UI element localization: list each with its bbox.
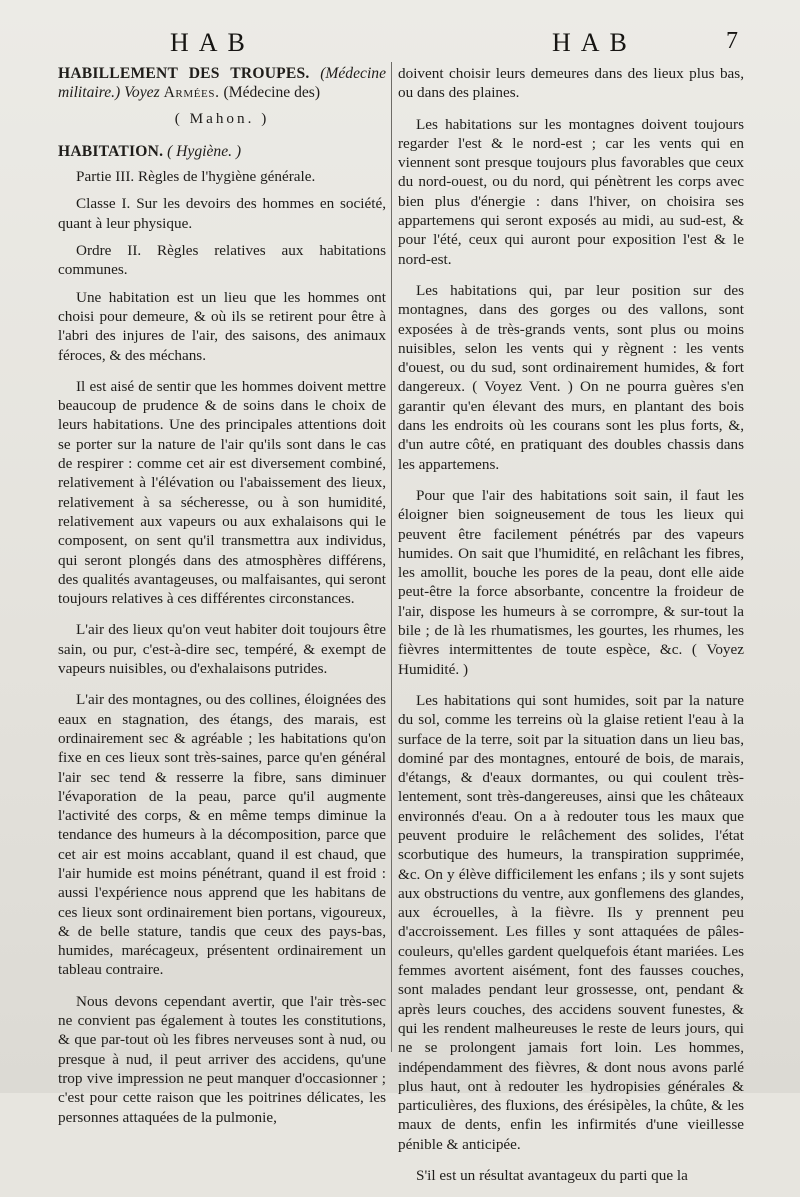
- cross-ref-voyez: Voyez: [124, 84, 160, 102]
- section-classe: Classe I. Sur les devoirs des hommes en société, quant à leur physique.: [58, 195, 386, 232]
- paragraph-pure-air: L'air des lieux qu'on veut habiter doit toujours être sain, ou pur, c'est-à-dire sec, tempéré, & exempt de vapeurs nuisibles, ou d'exhalaisons putrides.: [58, 621, 386, 678]
- cross-ref-armees: Armées.: [163, 84, 220, 102]
- column-divider: [391, 62, 392, 1052]
- right-column: [398, 64, 744, 1197]
- page-number: 7: [726, 28, 738, 54]
- entry-habillement: [58, 64, 386, 103]
- paragraph-mountain-air: L'air des montagnes, ou des collines, éloignées des eaux en stagnation, des étangs, des marais, est ordinairement sec & agréable ; les habitations qu'on fixe en ces lieux sont très-saines, parce qu'en général l'air sec tend & resserre la fibre, sans diminuer l'évaporation de la peau, parce qu'il augmente l'activité des corps, & en même temps diminue la tendance des humeurs à la décomposition, parce que cet air est moins accablant, quand il est chaud, que l'air humide est moins pénétrant, quand il est froid : aussi l'expérience nous apprend que les habitans de ces lieux sont ordinairement bien portans, vigoureux, & de belle stature, tandis que ceux des pays-bas, humides, marécageux, présentent ordinairement un tableau contraire.: [58, 691, 386, 979]
- paragraph-orientation: Les habitations sur les montagnes doivent toujours regarder l'est & le nord-est ; car les vents qui en viennent sont presque toujours plus favorables que ceux du nord-ouest, ou du nord, qui pénètrent les corps avec bien plus d'énergie : dans l'hiver, on choisira ses appartemens qui seront exposés au midi, au sud-est, & pour l'été, ceux qui auront pour exposition l'est & le nord-est.: [398, 115, 744, 268]
- section-partie: Partie III. Règles de l'hygiène générale.: [76, 168, 316, 186]
- entry-title-habillement: HABILLEMENT DES TROUPES.: [58, 65, 310, 82]
- cross-ref-medecine: (Médecine des): [223, 84, 321, 102]
- paragraph-humidity: Pour que l'air des habitations soit sain, il faut les éloigner bien soigneusement de tous les lieux qui peuvent être facilement pénétrés par des vapeurs humides. On sait que l'humidité, en relâchant les fibres, les amollit, bouche les pores de la peau, dont elle aide peut-être la force absorbante, concentre la froideur de l'air, dispose les humeurs à se corrompre, & sur-tout la bile ; de là les rhumatismes, les gourtes, les rhumes, les fièvres intermittentes de toute espèce, &c. ( Voyez Humidité. ): [398, 486, 744, 678]
- entry-subject-habillement: (Médecine militaire.): [58, 65, 386, 102]
- paragraph-choice-of-air: Il est aisé de sentir que les hommes doivent mettre beaucoup de prudence & de soins dans le choix de leurs habitations. Une des principales attentions doit se porter sur la nature de l'air qu'ils sont dans le cas de respirer : comme cet air est diversement combiné, relativement à l'élévation ou l'abaissement des lieux, relativement à sa sécheresse, ou à son humidité, relativement aux vapeurs ou aux exhalaisons qui le composent, on sent qu'il transmettra aux individus, qui seront plongés dans des atmosphères différens, des qualités avantageuses, ou malfaisantes, qui seront toujours relatives à ces différentes circonstances.: [58, 377, 386, 608]
- section-ordre: Ordre II. Règles relatives aux habitations communes.: [58, 242, 386, 279]
- running-head-right: HAB: [552, 28, 637, 57]
- paragraph-winds: Les habitations qui, par leur position sur des montagnes, dans des gorges ou des vallons, sont exposées à de très-grands vents, sont plus ou moins nuisibles, selon les vents qui y règnent : les vents d'ouest, ou du sud, sont ordinairement humides, & fort dangereux. ( Voyez Vent. ) On ne pourra guères s'en garantir qu'en élevant des murs, en plantant des bois dans les endroits où les courans sont les plus forts, &, d'un autre côté, en pratiquant des doubles chassis dans les appartemens.: [398, 281, 744, 473]
- author-mahon: ( Mahon. ): [174, 109, 270, 127]
- entry-habitation: [58, 142, 386, 161]
- paragraph-result: S'il est un résultat avantageux du parti que la: [416, 1167, 688, 1185]
- paragraph-definition: Une habitation est un lieu que les hommes ont choisi pour demeure, & où ils se retirent pour être à l'abri des injures de l'air, des saisons, des animaux féroces, & des méchans.: [58, 288, 386, 364]
- running-head-left: HAB: [170, 28, 255, 57]
- paragraph-humid-dwellings: Les habitations qui sont humides, soit par la nature du sol, comme les terreins où la glaise retient l'eau à la surface de la terre, soit par la situation dans un lieu bas, dominé par des montagnes, entouré de bois, de marais, d'étangs, & d'eaux dormantes, ou qui coulent très-lentement, sont très-dangereuses, ainsi que les châteaux environnés d'eau. On a à redouter tous les maux que peuvent produire le relâchement des solides, l'état scorbutique des humeurs, la transpiration supprimée, &c. On y élève difficilement les enfans ; ils y sont sujets aux obstructions du ventre, aux gonflemens des glandes, aux écrouelles, à la fièvre. Ils y prennent peu d'accroissement. Les filles y sont attaquées de pâles-couleurs, qu'elles gardent quelquefois étant mariées. Les femmes avortent aisément, font des fausses couches, sont malades pendant leur grossesse, ont, pendant & après leurs couches, des accidens souvent funestes, & qui les rendent malheureuses le reste de leurs jours, qui ne se prolongent jamais fort loin. Les hommes, indépendamment des fièvres, & dont nous avons parlé plus haut, ont à redouter les hydropisies générales & particulières, des fluxions, des érésipèles, la chûte, & les maux de dents, enfin les infirmités d'une vieillesse pénible & anticipée.: [398, 691, 744, 1153]
- entry-title-habitation: HABITATION.: [58, 142, 164, 160]
- paragraph-dry-air-warning: Nous devons cependant avertir, que l'air très-sec ne convient pas également à toutes les constitutions, & que par-tout où les fibres nerveuses sont à nud, ou presque à nud, il peut arriver des accidens, qu'une trop vive impression ne peut manquer d'occasionner ; c'est pour cette raison que les poitrines délicates, les personnes attaquées de la pulmonie,: [58, 992, 386, 1126]
- left-column: [58, 64, 386, 1139]
- entry-subject-habitation: ( Hygiène. ): [167, 142, 242, 160]
- paragraph-continuation: doivent choisir leurs demeures dans des lieux plus bas, ou dans des plaines.: [398, 65, 744, 102]
